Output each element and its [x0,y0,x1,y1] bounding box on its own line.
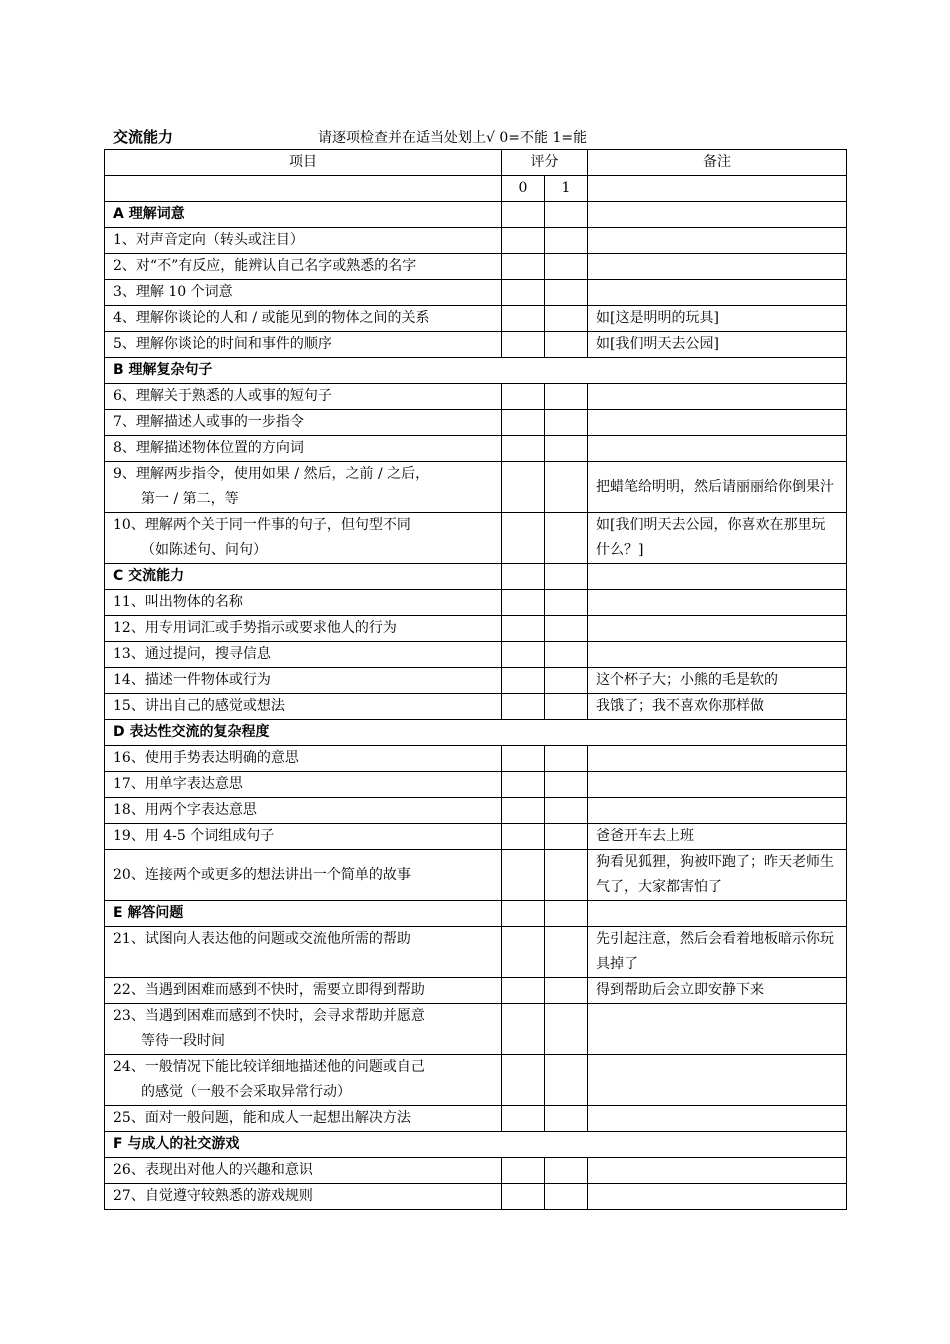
score-1-checkbox[interactable] [545,1106,588,1132]
item-cell [105,384,502,410]
item-cell [105,280,502,306]
item-text: 23、当遇到困难而感到不快时，会寻求帮助并愿意 [113,1008,425,1024]
score-0-checkbox[interactable] [502,228,545,254]
table-row [105,978,847,1004]
item-cell [105,254,502,280]
note-cell: 得到帮助后会立即安静下来 [588,978,847,1004]
table-row [105,927,847,978]
note-cell: 这个杯子大；小熊的毛是软的 [588,668,847,694]
subheader-note-blank [588,176,847,202]
note-cell [588,798,847,824]
table-row [105,850,847,901]
note-cell [588,772,847,798]
table-row [105,513,847,564]
score-0-checkbox[interactable] [502,1184,545,1210]
note-cell: 如[这是明明的玩具] [588,306,847,332]
item-cell [105,332,502,358]
item-text: 5、理解你谈论的时间和事件的顺序 [113,336,332,352]
note-cell [588,1055,847,1106]
score-0-checkbox[interactable] [502,1055,545,1106]
section-label: F 与成人的社交游戏 [105,1132,847,1158]
item-cell [105,850,502,901]
note-cell [588,1004,847,1055]
section-label: C 交流能力 [105,564,502,590]
score-1-checkbox[interactable] [545,1184,588,1210]
item-cell [105,642,502,668]
item-text: 18、用两个字表达意思 [113,802,257,818]
score-cell[interactable] [545,901,588,927]
table-row [105,668,847,694]
score-0-checkbox[interactable] [502,978,545,1004]
item-cell [105,306,502,332]
score-1-checkbox[interactable] [545,850,588,901]
note-cell: 把蜡笔给明明，然后请丽丽给你倒果汁 [588,462,847,513]
table-row [105,616,847,642]
header-score-1: 1 [545,176,588,202]
score-1-checkbox[interactable] [545,824,588,850]
item-cell [105,616,502,642]
score-0-checkbox[interactable] [502,332,545,358]
table-row [105,1184,847,1210]
table-row [105,384,847,410]
item-cell [105,436,502,462]
score-1-checkbox[interactable] [545,1158,588,1184]
score-cell[interactable] [502,202,545,228]
note-cell [588,642,847,668]
item-text: 17、用单字表达意思 [113,776,243,792]
score-0-checkbox[interactable] [502,824,545,850]
item-cell [105,1004,502,1055]
section-row [105,564,847,590]
score-1-checkbox[interactable] [545,306,588,332]
note-cell: 我饿了；我不喜欢你那样做 [588,694,847,720]
header-score: 评分 [502,150,588,176]
table-row [105,462,847,513]
table-row [105,436,847,462]
section-row [105,720,847,746]
item-text: 15、讲出自己的感觉或想法 [113,698,285,714]
score-1-checkbox[interactable] [545,772,588,798]
subheader-blank [105,176,502,202]
item-text: 8、理解描述物体位置的方向词 [113,440,304,456]
note-cell [588,590,847,616]
item-text: 22、当遇到困难而感到不快时，需要立即得到帮助 [113,982,425,998]
table-row [105,772,847,798]
header-row [105,150,847,176]
note-cell: 爸爸开车去上班 [588,824,847,850]
header-score-0: 0 [502,176,545,202]
note-cell [588,1106,847,1132]
table-row [105,1158,847,1184]
table-row [105,306,847,332]
score-1-checkbox[interactable] [545,462,588,513]
note-cell [588,901,847,927]
item-cell [105,746,502,772]
item-cell [105,798,502,824]
table-row [105,694,847,720]
table-row [105,1106,847,1132]
table-row [105,590,847,616]
table-row [105,410,847,436]
section-row [105,358,847,384]
score-cell[interactable] [502,901,545,927]
table-row [105,254,847,280]
score-0-checkbox[interactable] [502,306,545,332]
item-text: 25、面对一般问题，能和成人一起想出解决方法 [113,1110,411,1126]
score-0-checkbox[interactable] [502,590,545,616]
score-0-checkbox[interactable] [502,254,545,280]
note-cell [588,436,847,462]
item-text: 1、对声音定向（转头或注目） [113,232,304,248]
table-row [105,1055,847,1106]
section-label: B 理解复杂句子 [105,358,847,384]
score-0-checkbox[interactable] [502,436,545,462]
score-1-checkbox[interactable] [545,410,588,436]
item-text: 21、试图向人表达他的问题或交流他所需的帮助 [113,931,411,947]
section-row [105,202,847,228]
note-cell [588,564,847,590]
score-cell[interactable] [545,564,588,590]
note-cell [588,280,847,306]
score-0-checkbox[interactable] [502,668,545,694]
section-row [105,1132,847,1158]
item-text: 9、理解两步指令，使用如果 / 然后，之前 / 之后， [113,466,430,482]
subheader-row [105,176,847,202]
item-cell [105,590,502,616]
item-text: 6、理解关于熟悉的人或事的短句子 [113,388,332,404]
score-1-checkbox[interactable] [545,254,588,280]
score-1-checkbox[interactable] [545,590,588,616]
score-1-checkbox[interactable] [545,978,588,1004]
item-text-continued: （如陈述句、问句） [141,542,267,558]
score-1-checkbox[interactable] [545,436,588,462]
item-text-continued: 的感觉（一般不会采取异常行动） [141,1084,351,1100]
header-note: 备注 [588,150,847,176]
item-cell [105,513,502,564]
score-0-checkbox[interactable] [502,1158,545,1184]
note-cell [588,616,847,642]
item-cell [105,462,502,513]
score-cell[interactable] [502,564,545,590]
score-1-checkbox[interactable] [545,332,588,358]
table-row [105,1004,847,1055]
form-title: 交流能力 [113,128,174,146]
section-row [105,901,847,927]
instruction-text: 请逐项检查并在适当处划上√ 0=不能 1=能 [318,130,588,146]
item-cell [105,410,502,436]
item-cell [105,824,502,850]
item-cell [105,1158,502,1184]
note-cell: 如[我们明天去公园] [588,332,847,358]
item-text: 12、用专用词汇或手势指示或要求他人的行为 [113,620,397,636]
score-1-checkbox[interactable] [545,228,588,254]
table-row [105,332,847,358]
item-cell [105,694,502,720]
score-0-checkbox[interactable] [502,616,545,642]
score-0-checkbox[interactable] [502,1106,545,1132]
section-label: A 理解词意 [105,202,502,228]
note-cell [588,384,847,410]
item-text: 14、描述一件物体或行为 [113,672,271,688]
score-1-checkbox[interactable] [545,280,588,306]
score-0-checkbox[interactable] [502,410,545,436]
item-text: 4、理解你谈论的人和 / 或能见到的物体之间的关系 [113,310,430,326]
table-row [105,824,847,850]
note-cell [588,410,847,436]
score-0-checkbox[interactable] [502,513,545,564]
note-cell [588,1184,847,1210]
item-cell [105,228,502,254]
section-label: E 解答问题 [105,901,502,927]
item-cell [105,668,502,694]
item-text: 27、自觉遵守较熟悉的游戏规则 [113,1188,313,1204]
score-0-checkbox[interactable] [502,772,545,798]
item-text-continued: 第一 / 第二，等 [141,491,239,507]
item-text: 16、使用手势表达明确的意思 [113,750,299,766]
item-text: 7、理解描述人或事的一步指令 [113,414,304,430]
item-text: 26、表现出对他人的兴趣和意识 [113,1162,313,1178]
score-0-checkbox[interactable] [502,462,545,513]
score-1-checkbox[interactable] [545,642,588,668]
assessment-table [104,149,847,1210]
item-text: 2、对“不”有反应，能辨认自己名字或熟悉的名字 [113,258,417,274]
score-0-checkbox[interactable] [502,280,545,306]
section-label: D 表达性交流的复杂程度 [105,720,847,746]
item-text: 10、理解两个关于同一件事的句子，但句型不同 [113,517,411,533]
score-1-checkbox[interactable] [545,1055,588,1106]
table-row [105,642,847,668]
item-cell [105,978,502,1004]
item-text: 24、一般情况下能比较详细地描述他的问题或自己 [113,1059,425,1075]
score-1-checkbox[interactable] [545,927,588,978]
table-row [105,746,847,772]
note-cell [588,254,847,280]
score-0-checkbox[interactable] [502,1004,545,1055]
note-cell: 如[我们明天去公园，你喜欢在那里玩什么？] [588,513,847,564]
note-cell [588,202,847,228]
item-text: 19、用 4-5 个词组成句子 [113,828,275,844]
score-1-checkbox[interactable] [545,668,588,694]
item-text-continued: 等待一段时间 [141,1033,225,1049]
item-cell [105,1055,502,1106]
note-cell: 先引起注意，然后会看着地板暗示你玩具掉了 [588,927,847,978]
note-cell [588,228,847,254]
item-cell [105,927,502,978]
score-1-checkbox[interactable] [545,384,588,410]
header-item: 项目 [105,150,502,176]
table-row [105,280,847,306]
note-cell [588,1158,847,1184]
item-text: 3、理解 10 个词意 [113,284,233,300]
item-text: 20、连接两个或更多的想法讲出一个简单的故事 [113,866,411,883]
item-cell [105,772,502,798]
note-cell: 狗看见狐狸，狗被吓跑了；昨天老师生气了，大家都害怕了 [588,850,847,901]
item-cell [105,1106,502,1132]
score-1-checkbox[interactable] [545,1004,588,1055]
score-1-checkbox[interactable] [545,513,588,564]
table-row [105,228,847,254]
score-0-checkbox[interactable] [502,694,545,720]
score-1-checkbox[interactable] [545,746,588,772]
item-cell [105,1184,502,1210]
score-0-checkbox[interactable] [502,798,545,824]
score-0-checkbox[interactable] [502,850,545,901]
score-0-checkbox[interactable] [502,927,545,978]
score-1-checkbox[interactable] [545,798,588,824]
item-text: 13、通过提问，搜寻信息 [113,646,271,662]
table-row [105,798,847,824]
score-0-checkbox[interactable] [502,642,545,668]
score-cell[interactable] [545,202,588,228]
score-1-checkbox[interactable] [545,694,588,720]
score-0-checkbox[interactable] [502,746,545,772]
item-text: 11、叫出物体的名称 [113,594,243,610]
score-1-checkbox[interactable] [545,616,588,642]
score-0-checkbox[interactable] [502,384,545,410]
note-cell [588,746,847,772]
